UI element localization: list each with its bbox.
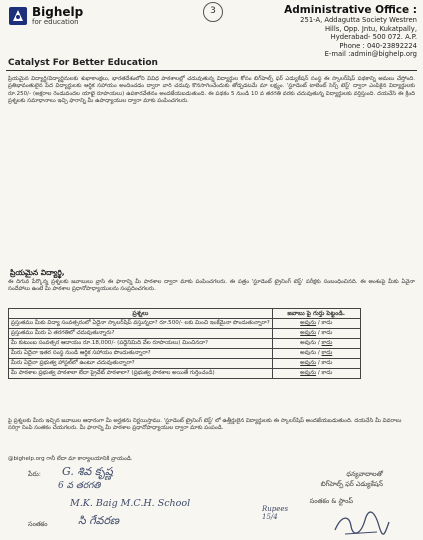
name-value: G. శివ కృష్ణ [62,465,113,478]
table-row [9,329,361,339]
post-table-paragraph: పై ప్రశ్నలకు మీరు ఇచ్చిన జవాబుల ఆధారంగా మీ అర్హతను నిర్ణయిస్తాము. 'స్టూడెంట్ ట్రైనింగ్ టెస్ట్' లో ఉత్తీర్ణులైన విద్యార్థులకు ఈ స్కాలర్‌షిప్ అందజేయబడుతుంది. దయచేసి మీ వివరాలు సరిగ్గా నింపి సంతకం చేయగలరు. మీ ఫారాన్ని మీ పాఠశాల ప్రధానోపాధ్యాయుల ద్వారా మాకు పంపండి. [8,418,402,432]
logo [8,6,168,26]
table-row [9,359,361,369]
answer-cell: అవును / కాదు [272,329,360,339]
questions-header: ప్రశ్నలు [9,309,273,319]
answer-yes[interactable]: అవును [300,340,317,346]
answer-yes[interactable]: అవును [300,360,317,366]
name-label: పేరు: [28,470,41,478]
bighelp-logo-icon [8,6,28,26]
signature-value: సి గేవరణ [78,514,120,527]
answer-yes[interactable]: అవును [300,320,317,326]
office-address-block [247,4,417,59]
answer-no[interactable]: కాదు [321,370,333,376]
answer-yes[interactable]: అవును [300,330,317,336]
question-text: మీ పాఠశాల ప్రభుత్వ పాఠశాలా లేదా ప్రైవేట్ పాఠశాలా? (ప్రభుత్వ పాఠశాల అయితే గుర్తించండి) [9,369,273,379]
question-text: మీరు ఏదైనా ప్రభుత్వ హాస్టల్‌లో ఉంటూ చదువుతున్నారా? [9,359,273,369]
thanks-text: ధన్యవాదాలతో [346,470,383,478]
tagline: Catalyst For Better Education [8,58,158,68]
brand-name: Bighelp [32,5,84,19]
stamp-label: సంతకం & స్టాంప్ [309,497,353,505]
question-text: మీరు ఏదైనా ఇతర సంస్థ నుండి ఆర్థిక సహాయం పొందుతున్నారా? [9,349,273,359]
signature-label: సంతకం [28,520,48,528]
answer-yes[interactable]: అవును [300,370,317,376]
instructions-paragraph: ఈ దిగువ పేర్కొన్న ప్రశ్నలకు జవాబులు వ్రాసి ఈ ఫారాన్ని మీ పాఠశాల ద్వారా మాకు పంపించగలరు. ఈ పత్రం 'స్టూడెంట్ ట్రైనింగ్ టెస్ట్' పరీక్షకు సంబంధించినది. ఈ అంశంపై మీకు ఏవైనా సందేహాలు ఉంటే మీ పాఠశాల ప్రధానోపాధ్యాయులను సంప్రదించగలరు. [8,279,415,293]
answer-no[interactable]: కాదు [321,330,333,336]
page-number: 3 [203,2,223,22]
header-divider [6,70,417,71]
brand-subtitle: for education [32,18,79,26]
answer-cell: అవును / కాదు [272,319,360,329]
school-value: M.K. Baig M.C.H. School [70,498,191,509]
answer-cell: అవును / కాదు [272,339,360,349]
question-text: ప్రస్తుతము మీరు ఏ తరగతిలో చదువుతున్నారు? [9,329,273,339]
org-logo-block [8,6,168,26]
address-line: E-mail :admin@bighelp.org [324,50,417,59]
intro-paragraph: ప్రియమైన విద్యార్థి/విద్యార్థినులకు శుభాకాంక్షలు, భారతదేశంలోని వివిధ పాఠశాలల్లో చదువుతున్న విద్యార్థుల కోసం బిగ్‌హెల్ప్ ఫర్ ఎడ్యుకేషన్ సంస్థ ఈ స్కాలర్‌షిప్ పథకాన్ని అమలు చేస్తోంది. ప్రతిభావంతులైన పేద విద్యార్థులకు ఆర్థిక సహాయం అందించడం ద్వారా వారి చదువు కొనసాగించేందుకు తోడ్పడటమే మా లక్ష్యం. 'స్టూడెంట్ టాలెంట్ సెర్చ్ టెస్ట్' ద్వారా ఎంపికైన విద్యార్థులకు రూ.250/- (అక్షరాల రెండువందల యాభై రూపాయలు) ఉపకారవేతనం అందజేయబడుతుంది. ఈ పథకం 5 నుండి 10 వ తరగతి వరకు చదువుతున్న విద్యార్థులకు వర్తిస్తుంది. దయచేసి ఈ క్రింది ప్రశ్నలకు సమాధానాలు ఇచ్చి ఫారాన్ని మీ ఉపాధ్యాయుల ద్వారా మాకు పంపించగలరు. [8,76,415,105]
address-line: Hyderabad- 500 072. A.P. [330,33,417,42]
answer-no[interactable]: కాదు [321,360,333,366]
questions-table [8,308,361,379]
answer-cell: అవును / కాదు [272,359,360,369]
contact-line: @bighelp.org గానీ లేదా మా కార్యాలయానికి వ్రాయండి. [8,456,133,462]
answer-cell: అవును / కాదు [272,369,360,379]
answer-no[interactable]: కాదు [321,320,333,326]
address-line: 251-A, Addagutta Society Westren [300,16,417,24]
table-row [9,319,361,329]
address-line: Hills, Opp. Jntu, Kukatpally, [324,24,417,33]
table-row [9,349,361,359]
table-row [9,369,361,379]
answer-no[interactable]: కాదు [321,350,333,356]
table-row [9,339,361,349]
answer-cell: అవును / కాదు [272,349,360,359]
answer-no[interactable]: కాదు [321,340,333,346]
question-text: ప్రస్తుతము మీకు విద్యా సంవత్సరంలో ఏదైనా స్కాలర్‌షిప్ వస్తున్నదా? రూ.500/- లకు మించి ఇంకేమైనా పొందుతున్నారా? [9,319,273,329]
question-text: మీ కుటుంబ సంవత్సర ఆదాయం రూ.18,000/- (పద్దెనిమిది వేల రూపాయలు) మించినదా? [9,339,273,349]
class-value: 6 వ తరగతి [58,481,101,491]
answers-header: జవాబు పై గుర్తు పెట్టండి. [272,309,360,319]
address-line: Phone : 040-23892224 [339,41,417,50]
greeting: ప్రియమైన విద్యార్థి, [10,268,65,277]
answer-yes[interactable]: అవును [300,350,317,356]
stamp-note: Rupees 15/4 [262,505,289,521]
handwritten-signature-icon [331,508,391,538]
org-signatory: బిగ్‌హెల్ప్ ఫర్ ఎడ్యుకేషన్ [320,480,383,488]
office-title: Administrative Office : [284,4,417,16]
